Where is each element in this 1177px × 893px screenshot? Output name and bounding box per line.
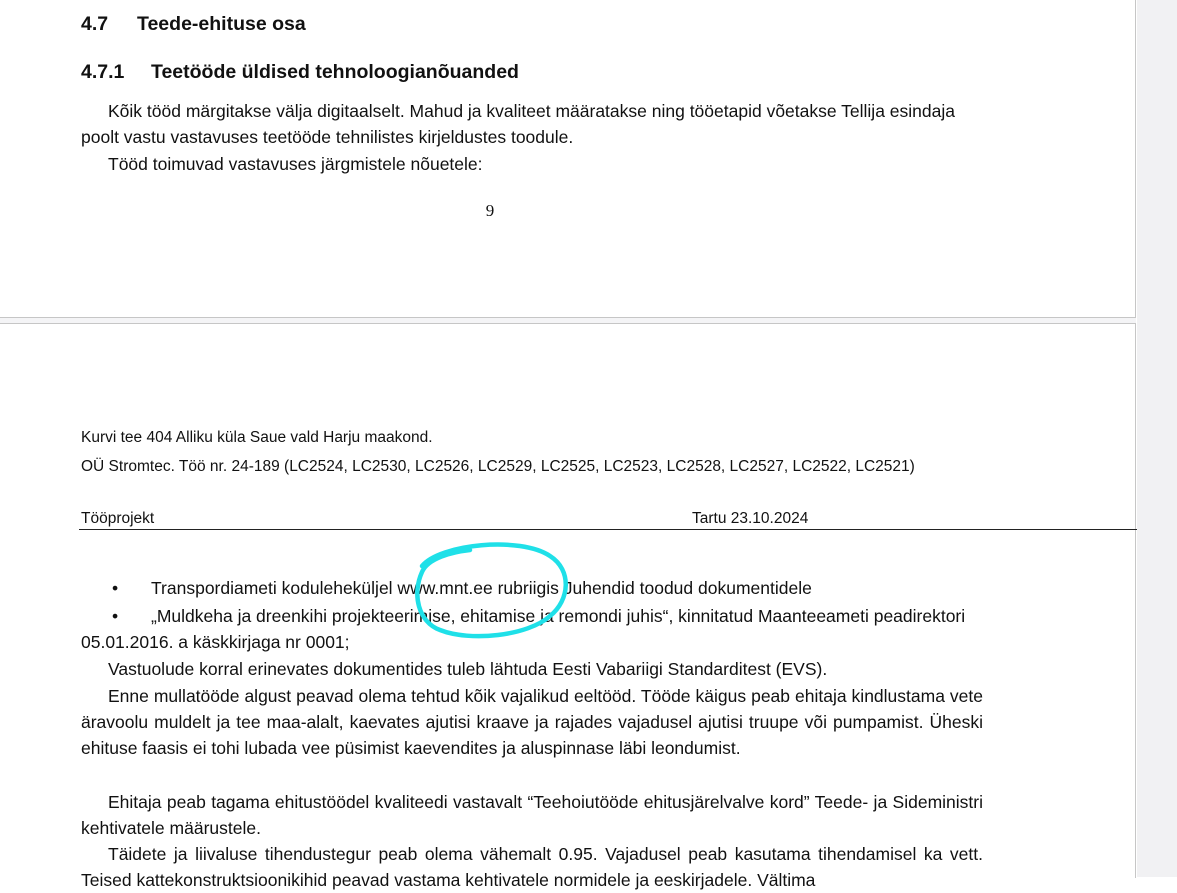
header-rule: [79, 529, 1137, 530]
subsection-title: Teetööde üldised tehnoloogianõuanded: [151, 61, 519, 83]
header-address: Kurvi tee 404 Alliku küla Saue vald Harju maakond.: [81, 429, 433, 446]
section-number: 4.7: [81, 13, 109, 35]
header-place-date: Tartu 23.10.2024: [692, 510, 809, 527]
viewer-gutter: [1137, 0, 1177, 877]
list-item: [81, 603, 983, 655]
header-company-line: OÜ Stromtec. Töö nr. 24-189 (LC2524, LC2530, LC2526, LC2529, LC2525, LC2523, LC2528, LC2527, LC2522, LC2521): [81, 458, 915, 475]
quality-paragraph: Ehitaja peab tagama ehitustöödel kvaliteedi vastavalt “Teehoiutööde ehitusjärelvalve kord” Teede- ja Sideministri kehtivatele määrustele.: [81, 792, 983, 838]
bullet-text-2: „Muldkeha ja dreenkihi projekteerimise, ehitamise ja remondi juhis“, kinnitatud Maanteeameti peadirektori 05.01.2016. a käskkirjaga nr 0001;: [81, 606, 966, 652]
subsection-heading: [81, 61, 519, 84]
earthworks-paragraph: Enne mullatööde algust peavad olema tehtud kõik vajalikud eeltööd. Tööde käigus peab ehitaja kindlustama vete äravoolu muldelt ja tee maa-alalt, kaevates ajutisi kraave ja rajades vajadusel ajutisi truupe või pumpamist. Üheski ehituse faasis ei tohi lubada vee püsimist kaevendites ja aluspinnase läbi leondumist.: [81, 686, 983, 758]
page-number: 9: [485, 201, 495, 220]
page-9: [0, 0, 1136, 318]
section-title: Teede-ehituse osa: [137, 13, 306, 35]
bullet-text-1: Transpordiameti koduleheküljel www.mnt.ee rubriigis Juhendid toodud dokumentidele: [151, 578, 812, 598]
header-doc-type: Tööprojekt: [81, 510, 155, 527]
subsection-number: 4.7.1: [81, 61, 125, 83]
bullet-marker: •: [112, 578, 119, 598]
requirements-intro-paragraph: Tööd toimuvad vastavuses järgmistele nõuetele:: [108, 154, 483, 174]
compaction-paragraph: Täidete ja liivaluse tihendustegur peab olema vähemalt 0.95. Vajadusel peab kasutama tihendamisel ka vett. Teised kattekonstruktsioonikihid peavad vastama kehtivatele normidele ja eeskirjadele. Vältima: [81, 844, 983, 890]
bullet-marker: •: [112, 606, 119, 626]
intro-paragraph: Kõik tööd märgitakse välja digitaalselt. Mahud ja kvaliteet määratakse ning tööetapid võetakse Tellija esindaja poolt vastu vastavuses teetööde tehnilistes kirjeldustes toodule.: [81, 101, 955, 147]
list-item: [81, 575, 983, 601]
conflicts-paragraph: Vastuolude korral erinevates dokumentides tuleb lähtuda Eesti Vabariigi Standarditest (EVS).: [108, 659, 828, 679]
section-heading: [81, 13, 306, 36]
